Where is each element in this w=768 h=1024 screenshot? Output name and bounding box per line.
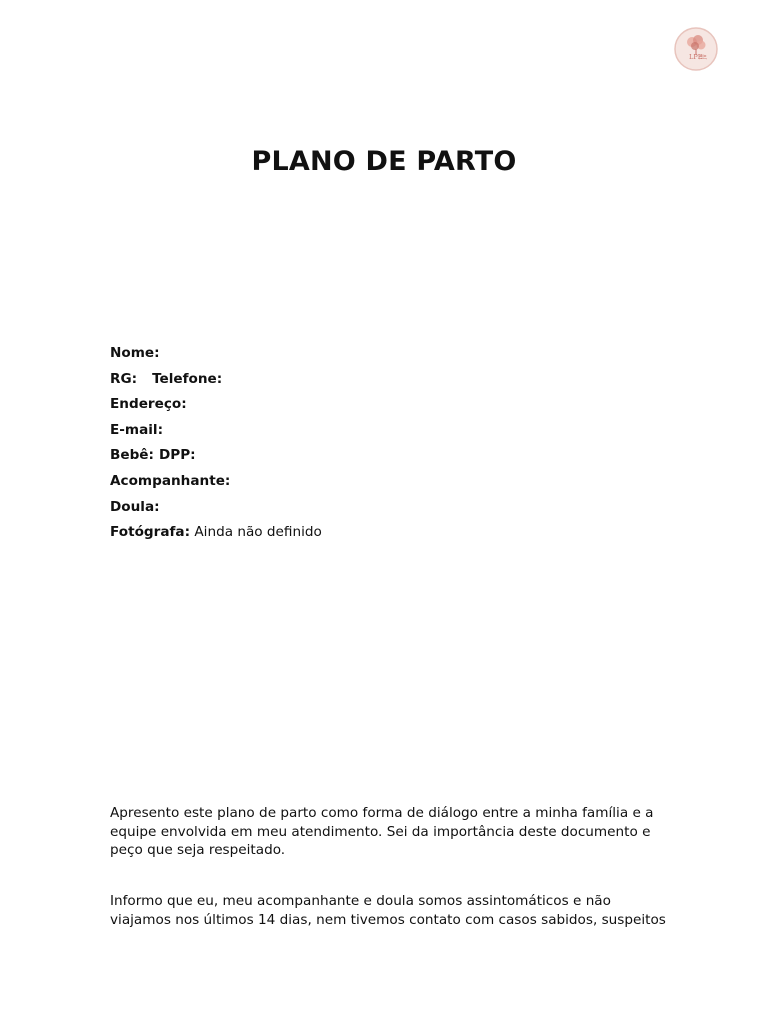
field-rg-telefone bbox=[110, 369, 322, 395]
intro-line: Apresento este plano de parto como forma de diálogo entre a minha família e a bbox=[110, 805, 654, 821]
field-endereco bbox=[110, 394, 322, 420]
field-acompanhante bbox=[110, 471, 322, 497]
rg-label: RG: bbox=[110, 370, 138, 387]
doula-label: Doula: bbox=[110, 498, 160, 515]
page-title: PLANO DE PARTO bbox=[251, 146, 517, 177]
field-fotografa bbox=[110, 522, 322, 548]
field-bebe-dpp bbox=[110, 445, 322, 471]
covid-line: viajamos nos últimos 14 dias, nem tivemos contato com casos sabidos, suspeitos bbox=[110, 911, 666, 928]
field-doula bbox=[110, 497, 322, 523]
endereco-label: Endereço: bbox=[110, 396, 187, 413]
nome-label: Nome: bbox=[110, 345, 160, 361]
field-nome bbox=[110, 343, 322, 369]
bebe-label: Bebê: bbox=[110, 447, 154, 464]
fotografa-value: Ainda não definido bbox=[194, 524, 322, 541]
field-email bbox=[110, 420, 322, 446]
acompanhante-label: Acompanhante: bbox=[110, 472, 231, 489]
intro-paragraph bbox=[110, 804, 670, 860]
email-label: E-mail: bbox=[110, 421, 164, 438]
covid-declaration-paragraph bbox=[110, 892, 670, 929]
logo bbox=[674, 27, 718, 71]
telefone-label: Telefone: bbox=[152, 370, 223, 387]
covid-line: Informo que eu, meu acompanhante e doula somos assintomáticos e não bbox=[110, 893, 611, 909]
intro-line: peço que seja respeitado. bbox=[110, 842, 286, 858]
patient-info-fields bbox=[110, 343, 322, 548]
logo-text: LPE bbox=[689, 53, 703, 61]
dpp-label: DPP: bbox=[158, 447, 196, 464]
flower-logo-icon bbox=[674, 27, 718, 71]
intro-line: equipe envolvida em meu atendimento. Sei da importância deste documento e bbox=[110, 823, 651, 840]
fotografa-label: Fotógrafa: bbox=[110, 524, 191, 541]
